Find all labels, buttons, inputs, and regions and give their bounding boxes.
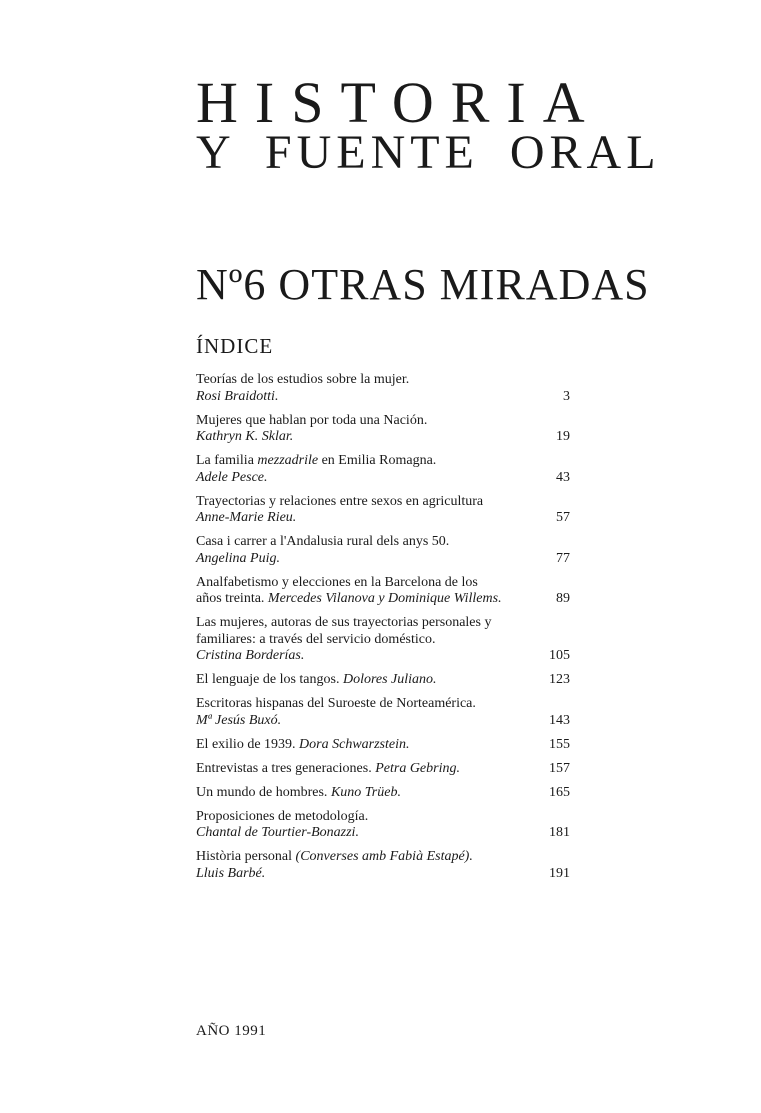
toc-entry-author: Lluis Barbé. <box>196 865 266 881</box>
toc-entry-title-emphasis: mezzadrile <box>257 453 319 468</box>
journal-title-line1: HISTORIA <box>196 70 602 135</box>
toc-entry-page: 123 <box>549 672 570 687</box>
toc-entry-author: Mercedes Vilanova y Dominique Willems. <box>267 591 502 606</box>
toc-entry-page: 19 <box>556 429 570 444</box>
toc-entry-page: 181 <box>549 825 570 840</box>
toc-entry-title: Analfabetismo y elecciones en la Barcelona de los <box>196 574 478 590</box>
toc-entry-title: Teorías de los estudios sobre la mujer. <box>196 372 410 387</box>
toc-entry <box>196 453 570 486</box>
toc-entry-title: Proposiciones de metodología. <box>196 808 369 824</box>
toc-entry <box>196 696 570 729</box>
toc-entry-title: años treinta. <box>196 591 268 606</box>
toc-entry-author: Anne-Marie Rieu. <box>196 510 297 525</box>
toc-entry-author: Mª Jesús Buxó. <box>196 712 282 728</box>
publication-year: AÑO 1991 <box>196 1023 267 1039</box>
journal-title-line2: Y FUENTE ORAL <box>196 126 661 179</box>
toc-entry-page: 165 <box>549 784 570 800</box>
toc-entry-author: Dora Schwarzstein. <box>299 736 410 752</box>
toc-entry-title: El lenguaje de los tangos. <box>196 672 343 687</box>
toc-entry <box>196 413 570 446</box>
toc-entry-page: 155 <box>549 736 570 752</box>
toc-entry-author: Petra Gebring. <box>375 760 460 776</box>
toc-entry-author: Angelina Puig. <box>196 550 280 566</box>
toc-entry-page: 143 <box>549 712 570 728</box>
toc-entry-title-emphasis: (Converses amb Fabià Estapé). <box>295 849 473 864</box>
toc-entry <box>196 575 570 608</box>
toc-entry <box>196 372 570 405</box>
toc-entry-author: Dolores Juliano. <box>342 672 437 687</box>
toc-entry <box>196 534 570 567</box>
toc-entry-title: Un mundo de hombres. <box>196 784 331 800</box>
toc-entry <box>196 737 570 754</box>
toc-entry-page: 89 <box>556 591 570 606</box>
toc-entry-author: Kathryn K. Sklar. <box>196 429 294 444</box>
toc-entry-page: 191 <box>549 865 570 881</box>
index-heading: ÍNDICE <box>196 334 274 358</box>
toc-entry-author: Kuno Trüeb. <box>330 784 401 800</box>
toc-entry <box>196 494 570 527</box>
toc-entry-page: 3 <box>563 388 570 404</box>
toc-entry-page: 157 <box>549 760 570 776</box>
toc-entry-title: Las mujeres, autoras de sus trayectorias personales y <box>196 615 492 630</box>
toc-entry-title: El exilio de 1939. <box>196 736 300 752</box>
toc-entry-author: Adele Pesce. <box>196 469 268 485</box>
toc-entry-author: Rosi Braidotti. <box>196 388 279 404</box>
toc-entry <box>196 761 570 778</box>
toc-entry <box>196 809 570 842</box>
toc-entry-page: 43 <box>556 469 570 485</box>
toc-entry-page: 57 <box>556 510 570 525</box>
toc-entry-title: Trayectorias y relaciones entre sexos en agricultura <box>196 493 484 509</box>
toc-entry-page: 105 <box>549 648 570 663</box>
issue-title: Nº6 OTRAS MIRADAS <box>196 260 650 309</box>
toc-entry-title: Història personal <box>196 849 296 864</box>
toc-entry <box>196 672 570 689</box>
toc-entry-author: Chantal de Tourtier-Bonazzi. <box>196 825 359 840</box>
toc-entry-title: La familia mezzadrile en Emilia Romagna. <box>196 453 437 468</box>
toc-entry-author: Cristina Borderías. <box>196 648 305 663</box>
toc-entry-title: Escritoras hispanas del Suroeste de Norteamérica. <box>196 696 476 711</box>
table-of-contents <box>196 372 570 890</box>
toc-entry <box>196 615 570 665</box>
toc-entry-title: Mujeres que hablan por toda una Nación. <box>196 412 428 428</box>
toc-entry-title: Entrevistas a tres generaciones. <box>196 760 376 776</box>
toc-entry <box>196 849 570 882</box>
toc-entry <box>196 785 570 802</box>
toc-entry-title: familiares: a través del servicio doméstico. <box>196 631 436 647</box>
toc-entry-title: Casa i carrer a l'Andalusia rural dels anys 50. <box>196 534 450 549</box>
toc-entry-page: 77 <box>556 550 570 566</box>
